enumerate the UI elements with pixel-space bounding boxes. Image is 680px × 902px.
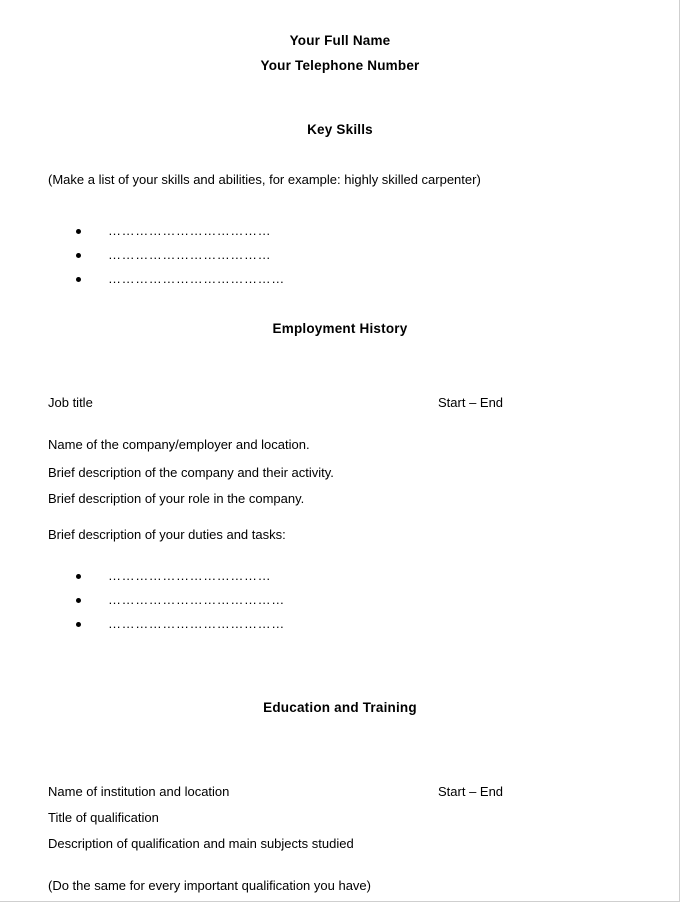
list-item: ………………………………… [48,612,632,636]
spacer [48,715,632,759]
spacer [48,759,632,783]
education-note: (Do the same for every important qualification you have) [48,878,371,893]
full-name-line: Your Full Name [289,33,391,48]
education-institution-row [48,783,632,801]
section-title-key-skills: Key Skills [307,122,373,137]
list-item: ……………………………… [48,564,632,588]
spacer [48,291,632,321]
duties-bullet-list [48,564,632,636]
duties-intro: Brief description of your duties and tasks: [48,527,286,542]
section-title-employment-history: Employment History [272,321,408,336]
job-dates: Start – End [438,395,504,410]
company-description-line: Brief description of the company and their activity. [48,465,334,480]
role-description-line: Brief description of your role in the company. [48,491,305,506]
document-body [48,0,632,895]
spacer [48,412,632,436]
employer-line: Name of the company/employer and location. [48,437,310,452]
spacer [48,454,632,464]
education-dates: Start – End [438,784,504,799]
document-header [48,0,632,78]
job-title: Job title [48,395,93,410]
employment-title-row [48,394,632,412]
spacer [48,189,632,219]
key-skills-bullet-list [48,219,632,291]
spacer [48,636,632,680]
spacer [48,78,632,122]
telephone-line: Your Telephone Number [260,58,420,73]
qualification-title: Title of qualification [48,810,159,825]
list-item: ………………………………… [48,267,632,291]
qualification-description: Description of qualification and main subjects studied [48,836,354,851]
spacer [48,137,632,171]
institution-name: Name of institution and location [48,784,230,799]
spacer [48,801,632,809]
spacer [48,827,632,835]
spacer [48,680,632,700]
spacer [48,544,632,564]
list-item: ………………………………… [48,588,632,612]
spacer [48,482,632,490]
spacer [48,336,632,380]
spacer [48,508,632,526]
list-item: ……………………………… [48,243,632,267]
section-title-education-and-training: Education and Training [263,700,417,715]
spacer [48,380,632,394]
spacer [48,853,632,877]
list-item: ……………………………… [48,219,632,243]
key-skills-intro: (Make a list of your skills and abilities, for example: highly skilled carpenter) [48,172,481,187]
